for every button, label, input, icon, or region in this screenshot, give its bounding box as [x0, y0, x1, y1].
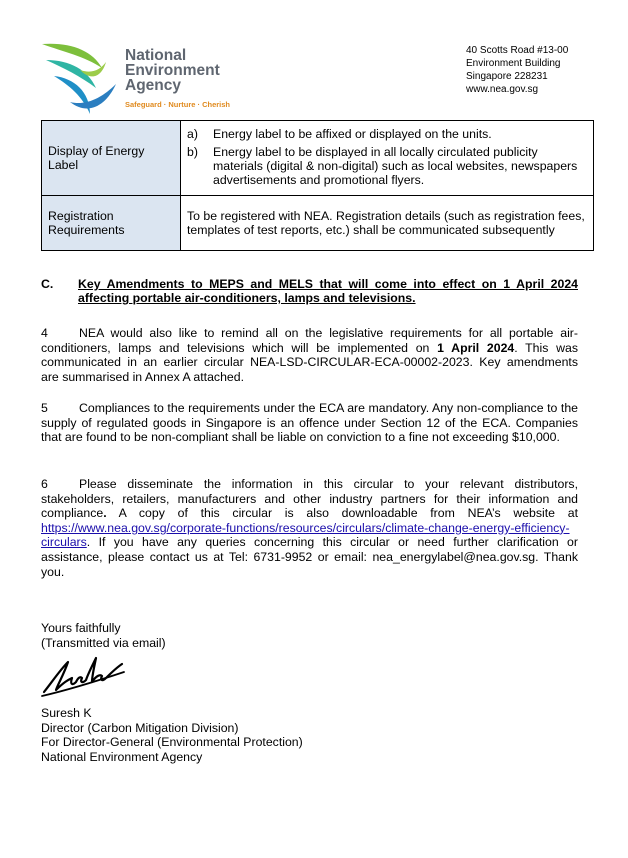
table-row [42, 196, 594, 251]
list-marker: a) [187, 127, 198, 141]
address-line: 40 Scotts Road #13-00 [466, 45, 569, 56]
org-name-line3: Agency [125, 77, 181, 94]
signatory-block [41, 706, 303, 764]
org-name-line2: Environment [125, 62, 220, 79]
circulars-link[interactable]: https://www.nea.gov.sg/corporate-functions/resources/circulars/climate-change-energy-efficiency-circulars [41, 520, 570, 550]
paragraph-text: Please disseminate the information in this circular to your relevant distributors, stakeholders, retailers, manufacturers and other industry partners for their information and compliance [41, 477, 578, 521]
website-text: www.nea.gov.sg [466, 84, 539, 95]
org-name-line1: National [125, 47, 187, 64]
paragraph-text: NEA would also like to remind all on the legislative requirements for all portable air-conditioners, lamps and televisions which will be implemented on [41, 326, 578, 355]
paragraph-text: A copy of this circular is also downloadable from NEA’s website at [106, 506, 578, 521]
paragraph-text: . This was communicated in an earlier circular NEA-LSD-CIRCULAR-ECA-00002-2023. Key amendments are summarised in Annex A attached. [41, 340, 578, 384]
org-tagline: Safeguard · Nurture · Cherish [125, 100, 231, 109]
paragraph-number: 4 [41, 326, 48, 340]
section-number: C. [41, 277, 54, 291]
row-value-registration: To be registered with NEA. Registration details (such as registration fees, templates of test reports, etc.) shall be communicated subsequently [181, 196, 594, 251]
handwritten-signature [38, 652, 130, 700]
paragraph-text: Compliances to the requirements under the ECA are mandatory. Any non-compliance to the supply of regulated goods in Singapore is an offence under Section 12 of the ECA. Companies that are found to be non-compliant shall be liable on conviction to a fine not exceeding $10,000. [41, 401, 578, 445]
paragraph-6 [41, 477, 578, 579]
paragraph-4 [41, 326, 578, 384]
list-marker: b) [187, 145, 198, 159]
paragraph-text: . If you have any queries concerning this circular or need further clarification or assistance, please contact us at Tel: 6731-9952 or email: nea_energylabel@nea.gov.sg. Thank you. [41, 535, 578, 579]
list-item [187, 127, 587, 141]
closing [41, 621, 166, 650]
address-line: Environment Building [466, 58, 561, 69]
list-item [187, 145, 587, 187]
effective-date: 1 April 2024 [437, 340, 515, 355]
row-label-registration: Registration Requirements [42, 196, 181, 251]
nea-logo-mark-icon [40, 40, 120, 120]
nea-logo [40, 40, 250, 120]
closing-line: (Transmitted via email) [41, 635, 166, 650]
closing-line: Yours faithfully [41, 621, 121, 635]
requirements-table [41, 120, 594, 251]
list-text: Energy label to be displayed in all locally circulated publicity materials (digital & non-digital) such as local websites, newspapers advertisements and promotional flyers. [213, 145, 578, 187]
table-row [42, 121, 594, 196]
address-line: Singapore 228231 [466, 71, 548, 82]
list-text: Energy label to be affixed or displayed on the units. [213, 127, 492, 141]
paragraph-text: . [103, 506, 107, 521]
paragraph-number: 6 [41, 477, 48, 491]
signatory-title: Director (Carbon Mitigation Division) [41, 720, 239, 735]
signatory-name: Suresh K [41, 706, 92, 720]
paragraph-number: 5 [41, 401, 48, 415]
org-address [466, 44, 568, 96]
paragraph-5 [41, 401, 578, 445]
signatory-on-behalf: For Director-General (Environmental Protection) [41, 735, 303, 750]
org-name [125, 48, 220, 93]
section-title: Key Amendments to MEPS and MELS that will come into effect on 1 April 2024 affecting portable air-conditioners, lamps and televisions. [78, 277, 578, 305]
signatory-agency: National Environment Agency [41, 749, 203, 764]
row-label-energy-label: Display of Energy Label [42, 121, 181, 196]
row-value-energy-label [181, 121, 594, 196]
